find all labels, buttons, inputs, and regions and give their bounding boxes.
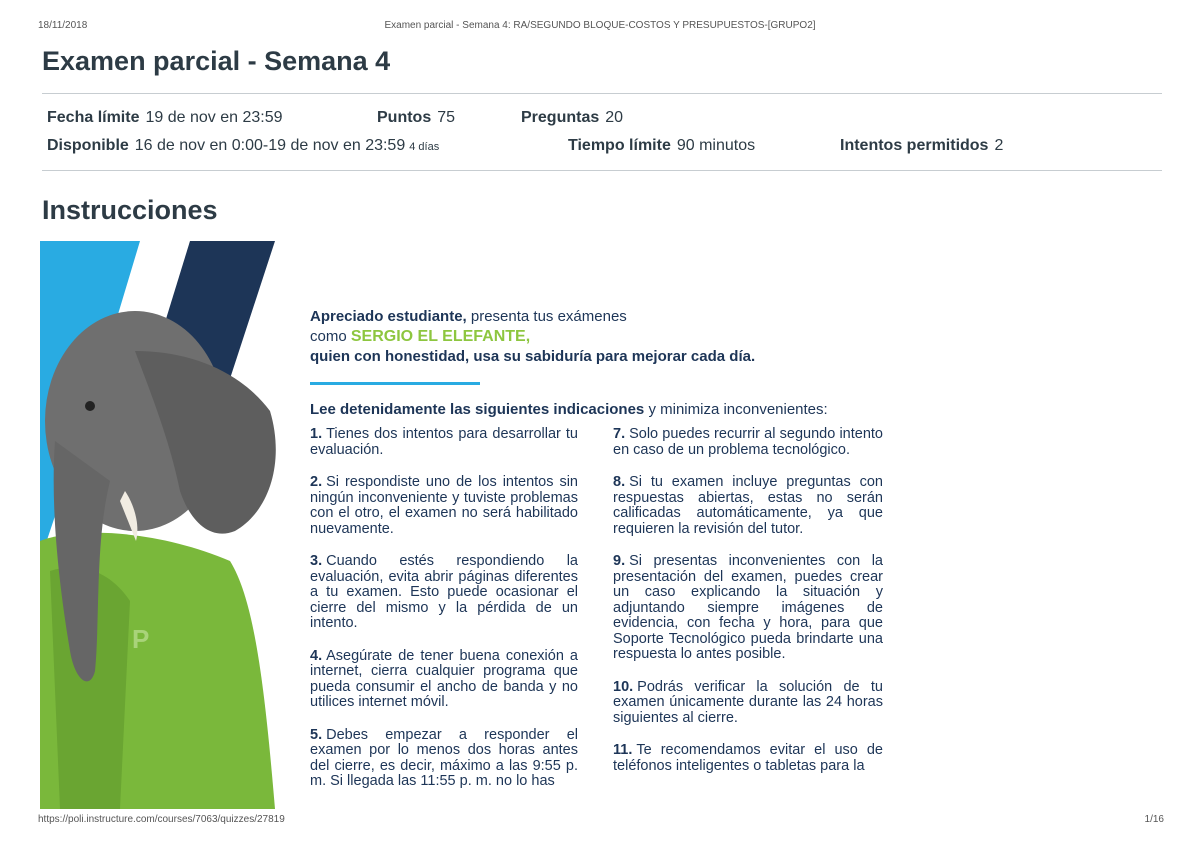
item-text: Debes empezar a responder el examen por lo menos dos horas antes del cierre, es decir, máximo a las 9:55 p. m. Si llegada las 11:55 p. m. no lo has <box>310 726 578 789</box>
meta-value: 19 de nov en 23:59 <box>145 109 283 126</box>
instructions-banner <box>40 241 890 809</box>
item-text: Si respondiste uno de los intentos sin ningún inconveniente y tuviste problemas con el otro, el examen no será habilitado nuevamente. <box>310 474 578 537</box>
meta-tiempo-limite <box>568 137 755 155</box>
mascot-name: SERGIO EL ELEFANTE, <box>350 328 531 345</box>
list-item <box>310 475 578 537</box>
meta-value: 16 de nov en 0:00-19 de nov en 23:59 <box>134 137 406 154</box>
print-header <box>0 20 1200 34</box>
greeting-block <box>310 307 755 367</box>
meta-label: Preguntas <box>521 109 600 126</box>
lead-rest: y minimiza inconvenientes: <box>644 401 828 418</box>
meta-value: 75 <box>437 109 456 126</box>
list-item <box>613 427 883 458</box>
list-item <box>310 554 578 632</box>
instructions-heading: Instrucciones <box>42 195 218 225</box>
meta-label: Fecha límite <box>47 109 140 126</box>
meta-intentos <box>840 137 1003 155</box>
meta-value: 2 <box>994 137 1004 154</box>
greeting-rest: presenta tus exámenes <box>466 308 627 325</box>
meta-label: Disponible <box>47 137 129 154</box>
lead-bold: Lee detenidamente las siguientes indicaciones <box>310 401 645 418</box>
print-date: 18/11/2018 <box>38 20 88 31</box>
item-text: Solo puedes recurrir al segundo intento en caso de un problema tecnológico. <box>613 426 883 458</box>
item-number: 10. <box>613 678 634 695</box>
item-number: 3. <box>310 553 323 569</box>
item-text: Asegúrate de tener buena conexión a internet, cierra cualquier programa que pueda consumir el ancho de banda y no utilices internet móvil. <box>310 647 578 710</box>
meta-preguntas <box>521 109 623 127</box>
print-footer <box>0 814 1200 828</box>
meta-value: 90 minutos <box>676 137 756 154</box>
greeting-tagline: quien con honestidad, usa su sabiduría para mejorar cada día. <box>310 348 756 365</box>
meta-label: Tiempo límite <box>568 137 671 154</box>
list-item <box>613 475 883 537</box>
print-url: https://poli.instructure.com/courses/7063/quizzes/27819 <box>38 814 285 825</box>
item-number: 9. <box>613 553 626 569</box>
divider-top <box>42 93 1162 94</box>
meta-label: Intentos permitidos <box>840 137 989 154</box>
list-item <box>613 680 883 727</box>
item-number: 7. <box>613 426 626 442</box>
item-number: 1. <box>310 426 323 442</box>
meta-value: 20 <box>605 109 624 126</box>
item-number: 4. <box>310 647 323 664</box>
item-number: 5. <box>310 726 323 743</box>
elephant-eye <box>85 401 95 411</box>
item-text: Tienes dos intentos para desarrollar tu evaluación. <box>310 426 578 458</box>
item-text: Podrás verificar la solución de tu examen únicamente durante las 24 horas siguientes al cierre. <box>613 678 883 726</box>
item-text: Si tu examen incluye preguntas con respuestas abiertas, estas no serán calificadas automáticamente, ya que requieren la revisión del tutor. <box>613 474 883 537</box>
print-page-number: 1/16 <box>1144 814 1164 825</box>
list-item <box>613 743 883 774</box>
mascot-illustration <box>40 241 300 809</box>
instructions-lead <box>310 401 828 418</box>
list-item <box>310 728 578 790</box>
meta-fecha-limite <box>47 109 283 127</box>
greeting-como: como <box>310 328 351 345</box>
greeting-bold: Apreciado estudiante, <box>310 308 467 325</box>
meta-label: Puntos <box>377 109 432 126</box>
meta-disponible <box>47 137 439 155</box>
instructions-right-column <box>613 427 883 791</box>
item-text: Te recomendamos evitar el uso de teléfonos inteligentes o tabletas para la <box>613 742 883 774</box>
item-number: 2. <box>310 474 323 490</box>
item-text: Si presentas inconvenientes con la presentación del examen, puedes crear un caso explicando la situación y adjuntando siempre imágenes de evidencia, con fecha y hora, para que Soporte Tecnológico pueda brindarte una respuesta lo antes posible. <box>613 553 883 662</box>
instructions-left-column <box>310 427 578 807</box>
list-item <box>310 649 578 711</box>
list-item <box>613 554 883 663</box>
item-number: 8. <box>613 474 626 490</box>
print-page-title: Examen parcial - Semana 4: RA/SEGUNDO BLOQUE-COSTOS Y PRESUPUESTOS-[GRUPO2] <box>384 20 816 31</box>
hoodie-logo-icon: P <box>132 624 150 654</box>
page-title: Examen parcial - Semana 4 <box>42 46 391 76</box>
item-text: Cuando estés respondiendo la evaluación, evita abrir páginas diferentes a tu examen. Esto puede ocasionar el cierre del mismo y la pérdida de un intento. <box>310 553 578 631</box>
greeting-underline <box>310 382 480 385</box>
meta-puntos <box>377 109 455 127</box>
item-number: 11. <box>613 742 633 758</box>
divider-bottom <box>42 170 1162 171</box>
list-item <box>310 427 578 458</box>
meta-extra: 4 días <box>409 141 440 153</box>
